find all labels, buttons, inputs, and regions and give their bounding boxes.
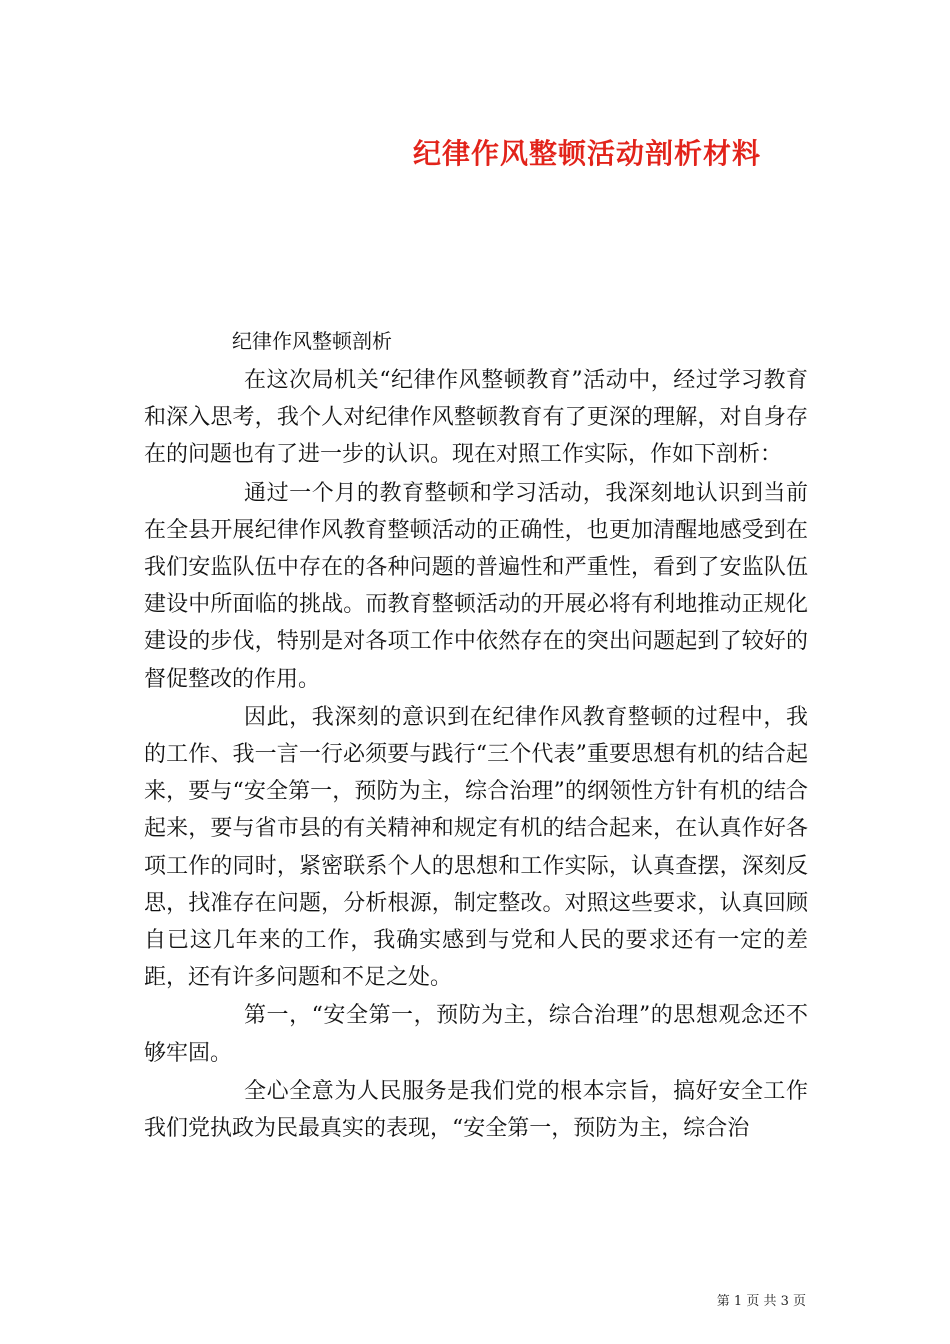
- body-paragraph: 在这次局机关“纪律作风整顿教育”活动中，经过学习教育和深入思考，我个人对纪律作风整顿教育有了更深的理解，对自身存在的问题也有了进一步的认识。现在对照工作实际，作如下剖析：: [144, 368, 808, 468]
- body-paragraph: 通过一个月的教育整顿和学习活动，我深刻地认识到当前在全县开展纪律作风教育整顿活动的正确性，也更加清醒地感受到在我们安监队伍中存在的各种问题的普遍性和严重性，看到了安监队伍建设中所面临的挑战。而教育整顿活动的开展必将有利地推动正规化建设的步伐，特别是对各项工作中依然存在的突出问题起到了较好的督促整改的作用。: [144, 480, 808, 692]
- body-paragraph: 全心全意为人民服务是我们党的根本宗旨，搞好安全工作我们党执政为民最真实的表现，“安全第一，预防为主，综合治: [144, 1078, 808, 1142]
- page-number-footer: 第 1 页 共 3 页: [716, 1294, 806, 1309]
- document-subtitle: 纪律作风整顿剖析: [232, 329, 392, 353]
- document-body: [144, 362, 808, 1147]
- document-title: 纪律作风整顿活动剖析材料: [413, 137, 762, 170]
- body-paragraph: 因此，我深刻的意识到在纪律作风教育整顿的过程中，我的工作、我一言一行必须要与践行“三个代表”重要思想有机的结合起来，要与“安全第一，预防为主，综合治理”的纲领性方针有机的结合起来，要与省市县的有关精神和规定有机的结合起来，在认真作好各项工作的同时，紧密联系个人的思想和工作实际，认真查摆，深刻反思，找准存在问题，分析根源，制定整改。对照这些要求，认真回顾自已这几年来的工作，我确实感到与党和人民的要求还有一定的差距，还有许多问题和不足之处。: [144, 704, 808, 991]
- body-paragraph: 第一，“安全第一，预防为主，综合治理”的思想观念还不够牢固。: [144, 1003, 808, 1066]
